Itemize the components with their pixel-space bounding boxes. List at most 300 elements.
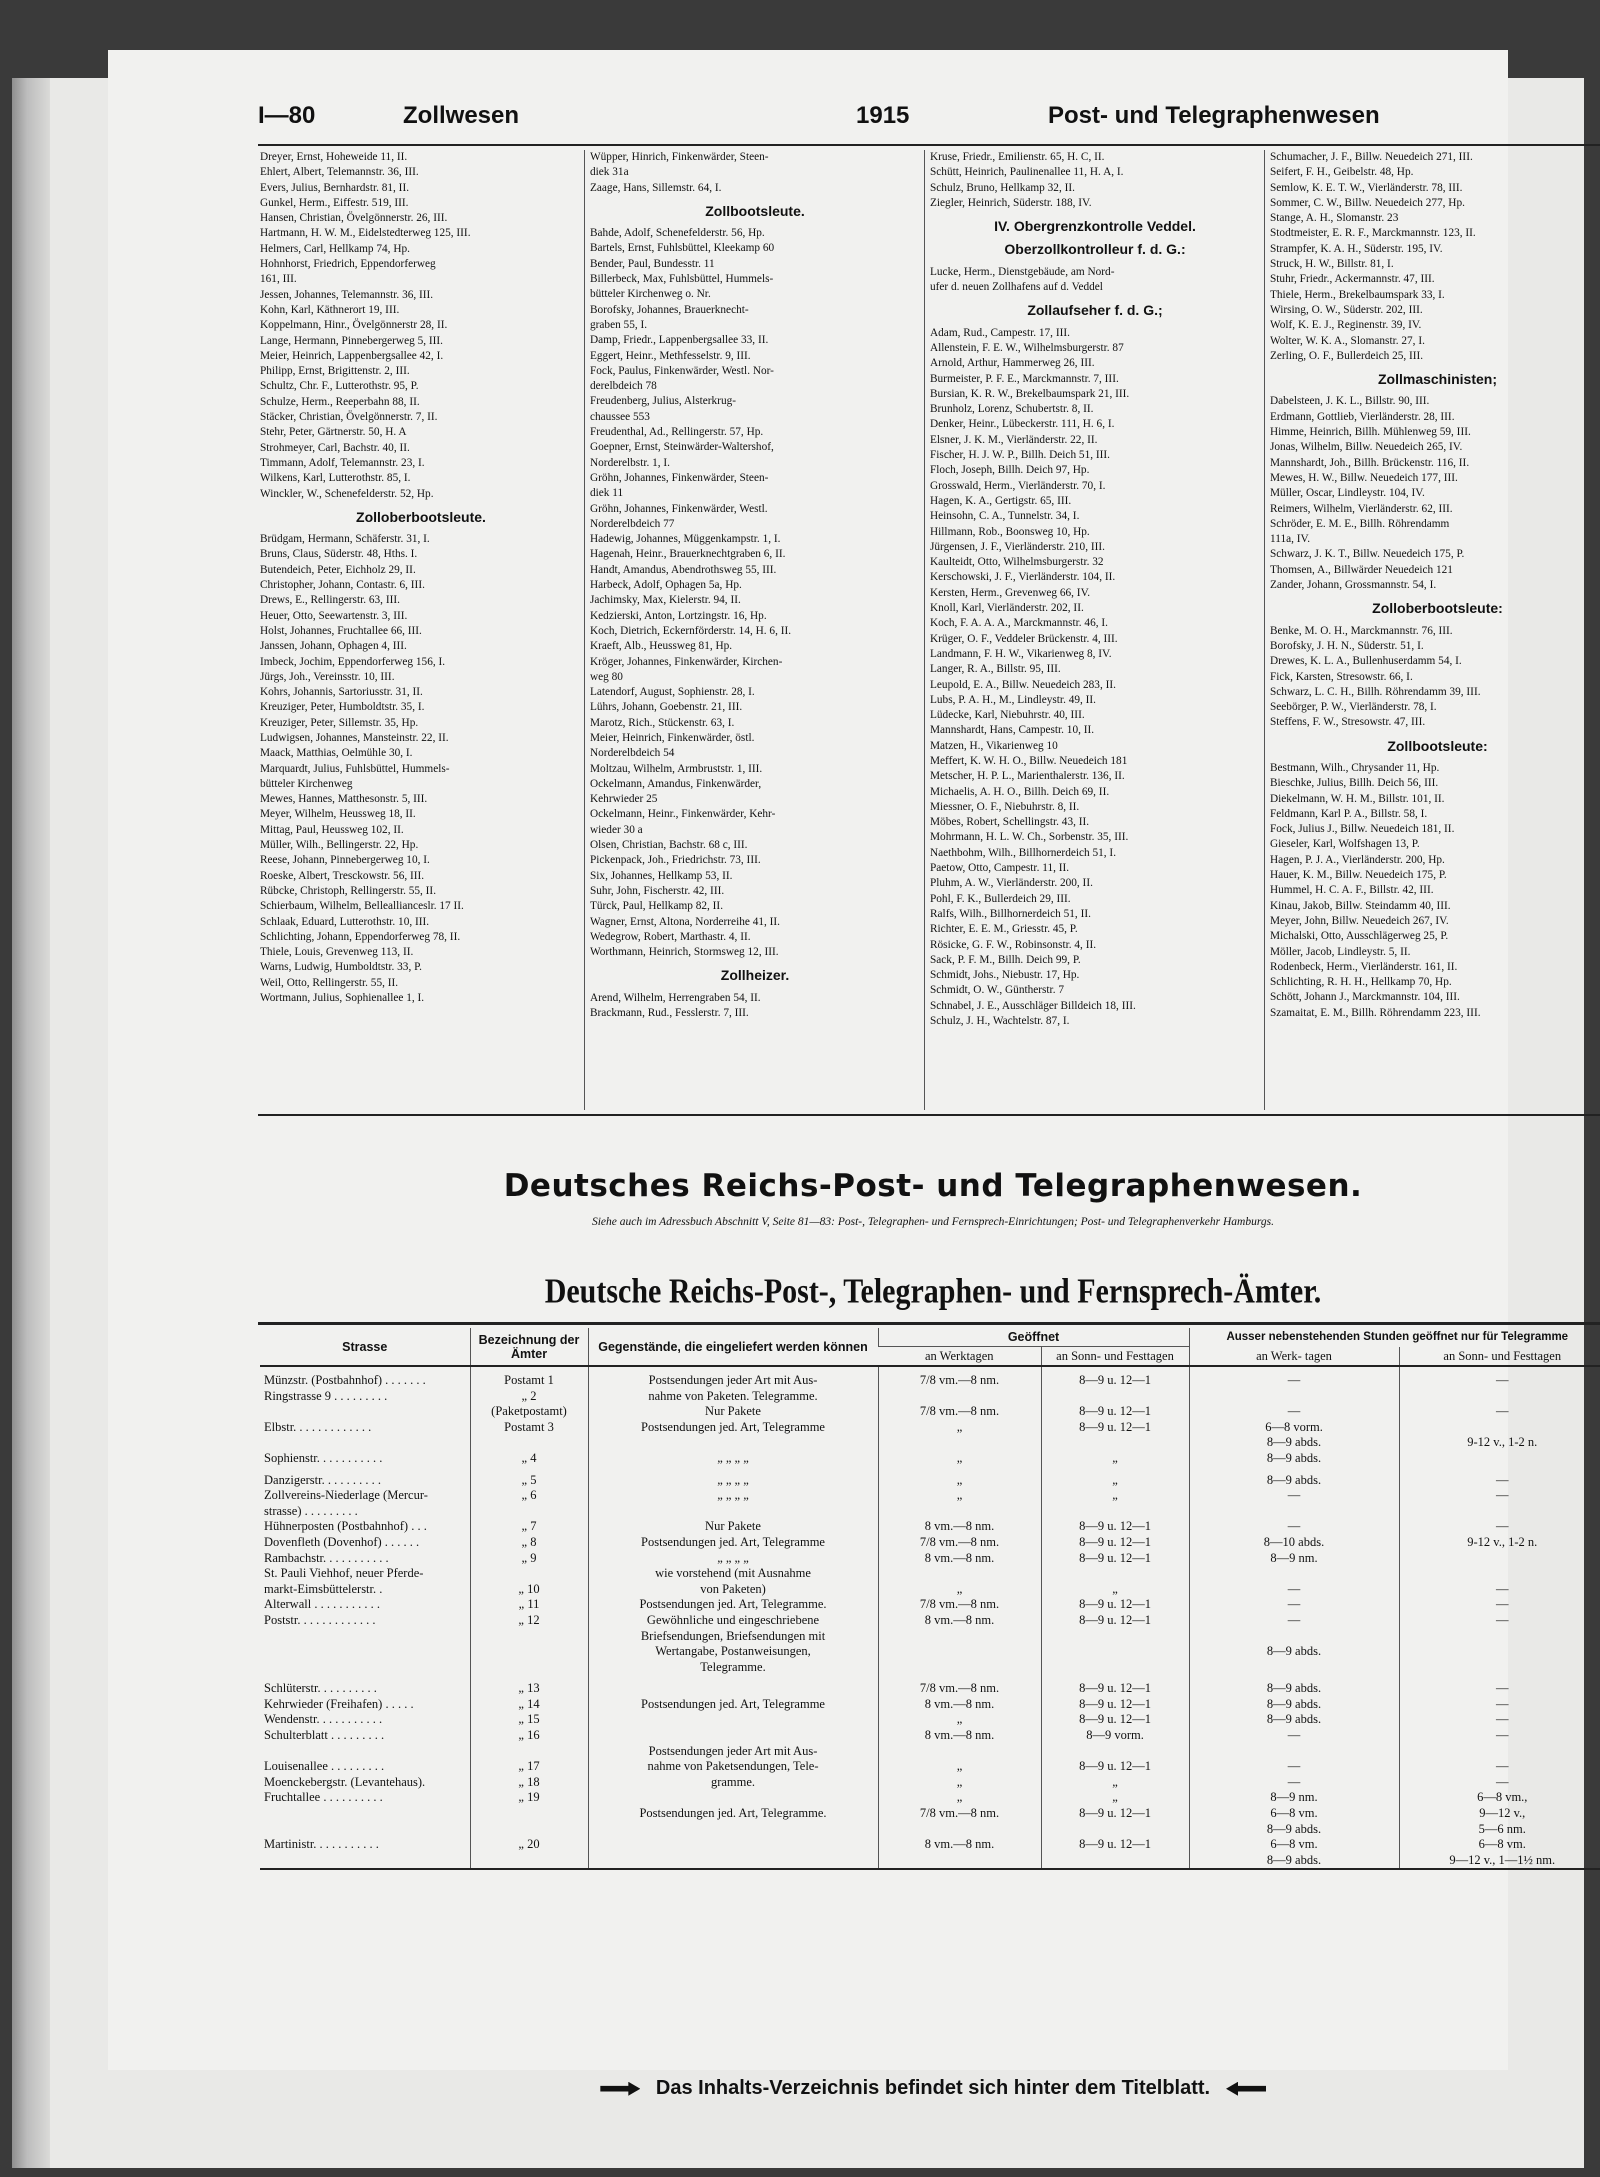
directory-entry: Damp, Friedr., Lappenbergsallee 33, II. [590,334,769,347]
directory-entry: Ludwigsen, Johannes, Mansteinstr. 22, II. [260,731,449,744]
directory-columns [260,150,1600,1110]
directory-entry: Ockelmann, Amandus, Finkenwärder, [590,777,762,790]
holiday-hours-cell [1041,1822,1189,1838]
telegram-weekday-cell: 6—8 vm. [1189,1806,1399,1822]
directory-entry: derelbdeich 78 [590,380,657,393]
directory-entry: 161, III. [260,273,297,286]
telegram-holiday-cell: — [1399,1697,1600,1713]
directory-entry: Hillmann, Rob., Boonsweg 10, Hp. [930,525,1090,538]
street-cell: Zollvereins-Niederlage (Mercur- [264,1488,428,1503]
telegram-weekday-cell [1189,1566,1399,1582]
directory-entry: Meyer, John, Billw. Neuedeich 267, IV. [1270,914,1449,927]
directory-column-2 [590,150,920,1110]
street-cell: Poststr. . . . . . . . . . . . . [264,1612,376,1627]
directory-entry: Allenstein, F. E. W., Wilhelmsburgerstr. 87 [930,341,1124,354]
directory-entry: Diekelmann, W. H. M., Billstr. 101, II. [1270,792,1445,805]
weekday-hours-cell: „ [878,1582,1041,1598]
directory-entry: Bahde, Adolf, Schenefelderstr. 56, Hp. [590,227,765,240]
office-cell: „ 7 [470,1519,588,1535]
weekday-hours-cell: 7/8 vm.—8 nm. [878,1404,1041,1420]
street-cell: Rambachstr. . . . . . . . . . . [264,1550,389,1565]
directory-entry: Floch, Joseph, Billh. Deich 97, Hp. [930,464,1090,477]
holiday-hours-cell: 8—9 u. 12—1 [1041,1712,1189,1728]
subsection-heading: Zolloberbootsleute: [1372,600,1503,617]
weekday-hours-cell [878,1822,1041,1838]
weekday-hours-cell [878,1504,1041,1520]
directory-entry: Bender, Paul, Bundesstr. 11 [590,257,715,270]
directory-entry: Schlichting, Johann, Eppendorferweg 78, II. [260,930,461,943]
directory-entry: Seebörger, P. W., Vierländerstr. 78, I. [1270,701,1437,714]
items-cell: Briefsendungen, Briefsendungen mit [588,1629,878,1645]
holiday-hours-cell [1041,1389,1189,1405]
office-cell: „ 5 [470,1467,588,1489]
weekday-hours-cell: „ [878,1420,1041,1436]
weekday-hours-cell [878,1629,1041,1645]
directory-entry: Benke, M. O. H., Marckmannstr. 76, III. [1270,624,1453,637]
table-row [260,1613,1600,1629]
table-row [260,1435,1600,1451]
directory-entry: Mewes, H. W., Billw. Neuedeich 177, III. [1270,471,1458,484]
directory-entry: Paetow, Otto, Campestr. 11, II. [930,862,1070,875]
office-cell: „ 13 [470,1675,588,1697]
telegram-weekday-cell: 8—9 abds. [1189,1697,1399,1713]
header-werktagen: an Werktagen [878,1347,1041,1367]
directory-entry: Mittag, Paul, Heussweg 102, II. [260,823,404,836]
column-divider [924,150,925,1110]
subsection-heading: Zolloberbootsleute. [356,508,486,525]
office-cell [470,1504,588,1520]
items-cell: wie vorstehend (mit Ausnahme [588,1566,878,1582]
directory-entry: Latendorf, August, Sophienstr. 28, I. [590,686,755,699]
holiday-hours-cell: „ [1041,1775,1189,1791]
directory-entry: Schulz, Bruno, Hellkamp 32, II. [930,181,1075,194]
telegram-weekday-cell: — [1189,1404,1399,1420]
weekday-hours-cell: „ [878,1467,1041,1489]
table-row [260,1504,1600,1520]
directory-entry: Marotz, Rich., Stückenstr. 63, I. [590,716,735,729]
items-cell [588,1728,878,1744]
office-cell: „ 14 [470,1697,588,1713]
directory-entry: Eggert, Heinr., Methfesselstr. 9, III. [590,349,751,362]
items-cell: Postsendungen jed. Art, Telegramme. [588,1806,878,1822]
weekday-hours-cell [878,1566,1041,1582]
directory-entry: Janssen, Johann, Ophagen 4, III. [260,640,407,653]
directory-entry: Christopher, Johann, Contastr. 6, III. [260,579,425,592]
telegram-holiday-cell: 6—8 vm. [1399,1837,1600,1853]
directory-entry: Reese, Johann, Pinnebergerweg 10, I. [260,854,430,867]
directory-entry: Strampfer, K. A. H., Süderstr. 195, IV. [1270,242,1443,255]
directory-entry: Hagen, P. J. A., Vierländerstr. 200, Hp. [1270,853,1445,866]
directory-entry: Naethbohm, Wilh., Billhornerdeich 51, I. [930,846,1117,859]
office-cell: „ 12 [470,1613,588,1629]
office-cell: „ 20 [470,1837,588,1853]
directory-entry: Arend, Wilhelm, Herrengraben 54, II. [590,991,761,1004]
telegram-weekday-cell: 8—9 abds. [1189,1853,1399,1870]
telegram-weekday-cell: — [1189,1366,1399,1389]
directory-entry: Bruns, Claus, Süderstr. 48, Hths. I. [260,548,418,561]
table-row [260,1629,1600,1645]
directory-entry: Heuer, Otto, Seewartenstr. 3, III. [260,609,408,622]
directory-entry: Meffert, K. W. H. O., Billw. Neuedeich 181 [930,754,1128,767]
weekday-hours-cell [878,1744,1041,1760]
pointing-hand-icon [600,2082,640,2096]
directory-entry: Lucke, Herm., Dienstgebäude, am Nord- [930,265,1115,278]
telegram-holiday-cell [1399,1504,1600,1520]
office-cell: „ 10 [470,1582,588,1598]
directory-entry: Hagenah, Heinr., Brauerknechtgraben 6, II. [590,548,786,561]
telegram-holiday-cell: — [1399,1597,1600,1613]
telegram-holiday-cell: 9—12 v., [1399,1806,1600,1822]
telegram-weekday-cell [1189,1504,1399,1520]
telegram-weekday-cell: — [1189,1519,1399,1535]
directory-entry: Freudenberg, Julius, Alsterkrug- [590,395,737,408]
footer-notice [258,2077,1600,2100]
directory-entry: Semlow, K. E. T. W., Vierländerstr. 78, III. [1270,181,1463,194]
weekday-hours-cell: 7/8 vm.—8 nm. [878,1597,1041,1613]
telegram-holiday-cell: — [1399,1712,1600,1728]
telegram-holiday-cell: — [1399,1613,1600,1629]
telegram-holiday-cell: 6—8 vm., [1399,1790,1600,1806]
directory-entry: Evers, Julius, Bernhardstr. 81, II. [260,181,410,194]
directory-entry: Ziegler, Heinrich, Süderstr. 188, IV. [930,196,1092,209]
office-cell: „ 8 [470,1535,588,1551]
telegram-weekday-cell: 8—9 nm. [1189,1790,1399,1806]
table-row [260,1420,1600,1436]
holiday-hours-cell [1041,1504,1189,1520]
street-cell [260,1404,470,1420]
telegram-weekday-cell: — [1189,1775,1399,1791]
directory-entry: Drews, E., Rellingerstr. 63, III. [260,594,400,607]
directory-entry: Gunkel, Herm., Eiffestr. 519, III. [260,196,409,209]
telegram-holiday-cell: 9-12 v., 1-2 n. [1399,1535,1600,1551]
holiday-hours-cell: „ [1041,1582,1189,1598]
subsection-heading: Oberzollkontrolleur f. d. G.: [1004,241,1186,258]
directory-entry: Stodtmeister, E. R. F., Marckmannstr. 123, II. [1270,227,1476,240]
holiday-hours-cell [1041,1644,1189,1660]
table-row [260,1697,1600,1713]
weekday-hours-cell: 8 vm.—8 nm. [878,1697,1041,1713]
directory-entry: Heinsohn, C. A., Tunnelstr. 34, I. [930,510,1080,523]
directory-entry: Lührs, Johann, Goebenstr. 21, III. [590,701,743,714]
subsection-heading: Zollheizer. [720,967,790,984]
items-cell: Nur Pakete [588,1519,878,1535]
directory-entry: Brüdgam, Hermann, Schäferstr. 31, I. [260,533,430,546]
directory-entry: Schlichting, R. H. H., Hellkamp 70, Hp. [1270,976,1452,989]
directory-entry: Hagen, K. A., Gertigstr. 65, III. [930,494,1072,507]
directory-entry: Kraeft, Alb., Heussweg 81, Hp. [590,640,733,653]
directory-entry: diek 11 [590,487,624,500]
directory-entry: Fock, Julius J., Billw. Neuedeich 181, II. [1270,823,1455,836]
weekday-hours-cell: „ [878,1759,1041,1775]
directory-entry: Strohmeyer, Carl, Bachstr. 40, II. [260,441,410,454]
directory-entry: Kinau, Jakob, Billw. Steindamm 40, III. [1270,899,1451,912]
table-row [260,1451,1600,1467]
directory-entry: Schütt, Heinrich, Paulinenallee 11, H. A, I. [930,166,1124,179]
directory-entry: Kreuziger, Peter, Humboldtstr. 35, I. [260,701,425,714]
directory-entry: Elsner, J. K. M., Vierländerstr. 22, II. [930,433,1098,446]
section-title: Deutsches Reichs-Post- und Telegraphenwesen. [503,1168,1363,1204]
weekday-hours-cell: 7/8 vm.—8 nm. [878,1675,1041,1697]
directory-entry: Schultz, Chr. F., Lutterothstr. 95, P. [260,380,419,393]
table-row [260,1853,1600,1870]
page-header [258,102,1508,138]
street-cell: Dovenfleth (Dovenhof) . . . . . . [264,1534,420,1549]
directory-entry: Szamaitat, E. M., Billh. Röhrendamm 223, III. [1270,1006,1481,1019]
directory-entry: Meier, Heinrich, Finkenwärder, östl. [590,731,755,744]
directory-entry: Mewes, Hannes, Matthesonstr. 5, III. [260,793,428,806]
directory-entry: Hummel, H. C. A. F., Billstr. 42, III. [1270,884,1434,897]
directory-entry: Hauer, K. M., Billw. Neuedeich 175, P. [1270,869,1447,882]
header-ausser: Ausser nebenstehenden Stunden geöffnet nur für Telegramme [1189,1328,1600,1347]
directory-entry: Marquardt, Julius, Fuhlsbüttel, Hummels- [260,762,450,775]
street-cell: Schulterblatt . . . . . . . . . [264,1728,385,1743]
holiday-hours-cell: 8—9 u. 12—1 [1041,1759,1189,1775]
directory-entry: Möbes, Robert, Schellingstr. 43, II. [930,816,1090,829]
directory-entry: Winckler, W., Schenefelderstr. 52, Hp. [260,487,434,500]
directory-entry: Schnabel, J. E., Ausschläger Billdeich 18, III. [930,999,1136,1012]
street-cell: Ringstrasse 9 . . . . . . . . . [264,1388,388,1403]
items-cell [588,1435,878,1451]
telegram-holiday-cell [1399,1389,1600,1405]
office-cell [470,1644,588,1660]
office-cell: „ 9 [470,1551,588,1567]
telegram-weekday-cell [1189,1389,1399,1405]
header-section-right: Post- und Telegraphenwesen [1048,102,1380,129]
street-cell: Hühnerposten (Postbahnhof) . . . [264,1519,427,1534]
directory-entry: Harbeck, Adolf, Ophagen 5a, Hp. [590,579,742,592]
office-cell [470,1822,588,1838]
weekday-hours-cell: „ [878,1451,1041,1467]
subsection-heading: Zollaufseher f. d. G.; [1027,302,1163,319]
directory-entry: Gröhn, Johannes, Finkenwärder, Steen- [590,471,769,484]
directory-entry: Kruse, Friedr., Emilienstr. 65, H. C, II. [930,151,1105,163]
directory-entry: Rübcke, Christoph, Rellingerstr. 55, II. [260,884,437,897]
telegram-holiday-cell: — [1399,1467,1600,1489]
holiday-hours-cell: 8—9 u. 12—1 [1041,1675,1189,1697]
header-sonntagen: an Sonn- und Festtagen [1041,1347,1189,1367]
directory-entry: Brackmann, Rud., Fesslerstr. 7, III. [590,1007,749,1020]
directory-entry: Brunholz, Lorenz, Schubertstr. 8, II. [930,403,1094,416]
directory-entry: Gröhn, Johannes, Finkenwärder, Westl. [590,502,768,515]
directory-entry: Lüdecke, Karl, Niebuhrstr. 40, III. [930,709,1085,722]
items-cell: nahme von Paketen. Telegramme. [588,1389,878,1405]
header-year: 1915 [856,102,910,129]
weekday-hours-cell: 8 vm.—8 nm. [878,1519,1041,1535]
items-cell: Postsendungen jed. Art, Telegramme. [588,1597,878,1613]
office-cell: „ 11 [470,1597,588,1613]
street-cell [260,1435,470,1451]
table-row [260,1535,1600,1551]
table-row [260,1837,1600,1853]
directory-entry: Koch, F. A. A. A., Marckmannstr. 46, I. [930,617,1108,630]
holiday-hours-cell: 8—9 u. 12—1 [1041,1613,1189,1629]
table-row [260,1389,1600,1405]
table-row [260,1675,1600,1697]
directory-entry: Kerschowski, J. F., Vierländerstr. 104, II. [930,571,1116,584]
table-row [260,1519,1600,1535]
telegram-holiday-cell [1399,1551,1600,1567]
directory-entry: Schröder, E. M. E., Billh. Röhrendamm [1270,517,1450,530]
directory-entry: Kersten, Herm., Grevenweg 66, IV. [930,586,1091,599]
holiday-hours-cell: „ [1041,1488,1189,1504]
directory-column-4 [1270,150,1600,1110]
table-title: Deutsche Reichs-Post-, Telegraphen- und Fernsprech-Ämter. [544,1272,1322,1311]
directory-entry: Koch, Dietrich, Eckernförderstr. 14, H. 6, II. [590,624,792,637]
office-cell: Postamt 3 [470,1420,588,1436]
directory-entry: Drewes, K. L. A., Bullenhuserdamm 54, I. [1270,655,1462,668]
street-cell [260,1629,470,1645]
telegram-weekday-cell: — [1189,1613,1399,1629]
directory-entry: Zerling, O. F., Bullerdeich 25, III. [1270,349,1424,362]
section-rule [258,1114,1600,1116]
directory-entry: Schött, Johann J., Marckmannstr. 104, III. [1270,991,1460,1004]
telegram-weekday-cell: — [1189,1597,1399,1613]
telegram-holiday-cell: 9—12 v., 1—1½ nm. [1399,1853,1600,1870]
table-row [260,1582,1600,1598]
telegram-weekday-cell: 6—8 vorm. [1189,1420,1399,1436]
holiday-hours-cell: 8—9 u. 12—1 [1041,1806,1189,1822]
directory-entry: Bieschke, Julius, Billh. Deich 56, III. [1270,777,1439,790]
directory-entry: Six, Johannes, Hellkamp 53, II. [590,869,733,882]
table-row [260,1712,1600,1728]
holiday-hours-cell: 8—9 u. 12—1 [1041,1837,1189,1853]
street-cell: Louisenallee . . . . . . . . . [264,1759,385,1774]
directory-entry: Rodenbeck, Herm., Vierländerstr. 161, II. [1270,960,1458,973]
office-cell [470,1660,588,1676]
holiday-hours-cell [1041,1629,1189,1645]
office-cell: „ 16 [470,1728,588,1744]
items-cell: von Paketen) [588,1582,878,1598]
telegram-holiday-cell [1399,1451,1600,1467]
weekday-hours-cell: 7/8 vm.—8 nm. [878,1806,1041,1822]
office-cell [470,1806,588,1822]
directory-entry: Moltzau, Wilhelm, Armbruststr. 1, III. [590,762,763,775]
directory-entry: Rösicke, G. F. W., Robinsonstr. 4, II. [930,938,1097,951]
directory-entry: Möller, Jacob, Lindleystr. 5, II. [1270,945,1411,958]
directory-entry: Wüpper, Hinrich, Finkenwärder, Steen- [590,151,769,163]
directory-entry: Wolter, W. K. A., Slomanstr. 27, I. [1270,334,1425,347]
directory-entry: Mannshardt, Hans, Campestr. 10, II. [930,724,1095,737]
street-cell: Wendenstr. . . . . . . . . . . [264,1712,383,1727]
directory-entry: Gieseler, Karl, Wolfshagen 13, P. [1270,838,1420,851]
weekday-hours-cell [878,1389,1041,1405]
holiday-hours-cell: 8—9 u. 12—1 [1041,1366,1189,1389]
directory-entry: Helmers, Carl, Hellkamp 74, Hp. [260,242,410,255]
table-row [260,1822,1600,1838]
items-cell [588,1712,878,1728]
holiday-hours-cell [1041,1744,1189,1760]
telegram-holiday-cell: 5—6 nm. [1399,1822,1600,1838]
directory-entry: Kröger, Johannes, Finkenwärder, Kirchen- [590,655,783,668]
telegram-weekday-cell: 8—10 abds. [1189,1535,1399,1551]
directory-entry: Imbeck, Jochim, Eppendorferweg 156, I. [260,655,446,668]
directory-entry: Türck, Paul, Hellkamp 82, II. [590,900,724,913]
table-row [260,1775,1600,1791]
header-sonntagen-telegramme: an Sonn- und Festtagen [1399,1347,1600,1367]
directory-entry: Schulz, J. H., Wachtelstr. 87, I. [930,1015,1070,1028]
table-row [260,1467,1600,1489]
directory-entry: Koppelmann, Hinr., Övelgönnerstr 28, II. [260,319,448,332]
directory-entry: Holst, Johannes, Fruchtallee 66, III. [260,624,422,637]
directory-entry: Suhr, John, Fischerstr. 42, III. [590,884,725,897]
book-binding-edge [12,78,50,2168]
telegram-weekday-cell [1189,1629,1399,1645]
directory-entry: Müller, Oscar, Lindleystr. 104, IV. [1270,487,1425,500]
directory-entry: Jessen, Johannes, Telemannstr. 36, III. [260,288,434,301]
telegram-holiday-cell [1399,1660,1600,1676]
telegram-weekday-cell: 8—9 abds. [1189,1712,1399,1728]
street-cell: Alterwall . . . . . . . . . . . [264,1597,380,1612]
weekday-hours-cell [878,1853,1041,1870]
office-cell: „ 4 [470,1451,588,1467]
holiday-hours-cell [1041,1660,1189,1676]
directory-entry: Jürgensen, J. F., Vierländerstr. 210, III. [930,540,1105,553]
directory-entry: Matzen, H., Vikarienweg 10 [930,739,1058,752]
directory-entry: Metscher, H. P. L., Marienthalerstr. 136, II. [930,770,1125,783]
directory-entry: Wirsing, O. W., Süderstr. 202, III. [1270,303,1423,316]
directory-entry: Denker, Heinr., Lübeckerstr. 111, H. 6, I. [930,418,1115,431]
table-row [260,1759,1600,1775]
directory-entry: Schmidt, O. W., Güntherstr. 7 [930,984,1064,997]
items-cell: Telegramme. [588,1660,878,1676]
telegram-holiday-cell: — [1399,1759,1600,1775]
street-cell: Moenckebergstr. (Levantehaus). [264,1774,426,1789]
office-cell [470,1629,588,1645]
telegram-holiday-cell: — [1399,1582,1600,1598]
directory-entry: Fock, Paulus, Finkenwärder, Westl. Nor- [590,364,774,377]
street-cell [260,1853,470,1870]
directory-entry: Schierbaum, Wilhelm, Belleallianceslr. 17 II. [260,900,464,913]
directory-entry: Kehrwieder 25 [590,793,658,806]
table-row [260,1728,1600,1744]
directory-entry: Goepner, Ernst, Steinwärder-Waltershof, [590,441,774,454]
directory-entry: Wolf, K. E. J., Reginenstr. 39, IV. [1270,319,1422,332]
weekday-hours-cell [878,1644,1041,1660]
weekday-hours-cell: 8 vm.—8 nm. [878,1613,1041,1629]
items-cell: Postsendungen jed. Art, Telegramme [588,1535,878,1551]
telegram-weekday-cell: 8—9 abds. [1189,1467,1399,1489]
directory-entry: Ockelmann, Heinr., Finkenwärder, Kehr- [590,808,776,821]
holiday-hours-cell: 8—9 u. 12—1 [1041,1535,1189,1551]
items-cell [588,1822,878,1838]
table-top-rule [258,1322,1600,1325]
directory-entry: Fick, Karsten, Stresowstr. 66, I. [1270,670,1413,683]
directory-entry: Wilkens, Karl, Lutterothstr. 85, I. [260,472,411,485]
directory-entry: Hadewig, Johannes, Müggenkampstr. 1, I. [590,533,781,546]
items-cell: „ „ „ „ [588,1451,878,1467]
directory-entry: Bartels, Ernst, Fuhlsbüttel, Kleekamp 60 [590,242,775,255]
items-cell: Postsendungen jed. Art, Telegramme [588,1697,878,1713]
telegram-holiday-cell [1399,1566,1600,1582]
street-cell: strasse) . . . . . . . . . [264,1503,358,1518]
directory-entry: Stuhr, Friedr., Ackermannstr. 47, III. [1270,273,1435,286]
subsection-heading: Zollbootsleute: [1387,737,1488,754]
directory-entry: Timmann, Adolf, Telemannstr. 23, I. [260,456,425,469]
directory-entry: graben 55, I. [590,318,648,331]
directory-entry: Hansen, Christian, Övelgönnerstr. 26, III. [260,212,448,225]
directory-entry: Worthmann, Heinrich, Stormsweg 12, III. [590,946,779,959]
directory-entry: Dreyer, Ernst, Hoheweide 11, II. [260,151,408,163]
telegram-holiday-cell [1399,1644,1600,1660]
directory-entry: Reimers, Wilhelm, Vierländerstr. 62, III. [1270,502,1453,515]
table-row [260,1551,1600,1567]
street-cell: Fruchtallee . . . . . . . . . . [264,1790,383,1805]
items-cell: „ „ „ „ [588,1551,878,1567]
header-geoeffnet: Geöffnet [878,1328,1189,1347]
directory-column-3 [930,150,1260,1110]
directory-entry: Wagner, Ernst, Altona, Norderreihe 41, II. [590,915,780,928]
directory-entry: Struck, H. W., Billstr. 81, I. [1270,258,1394,271]
